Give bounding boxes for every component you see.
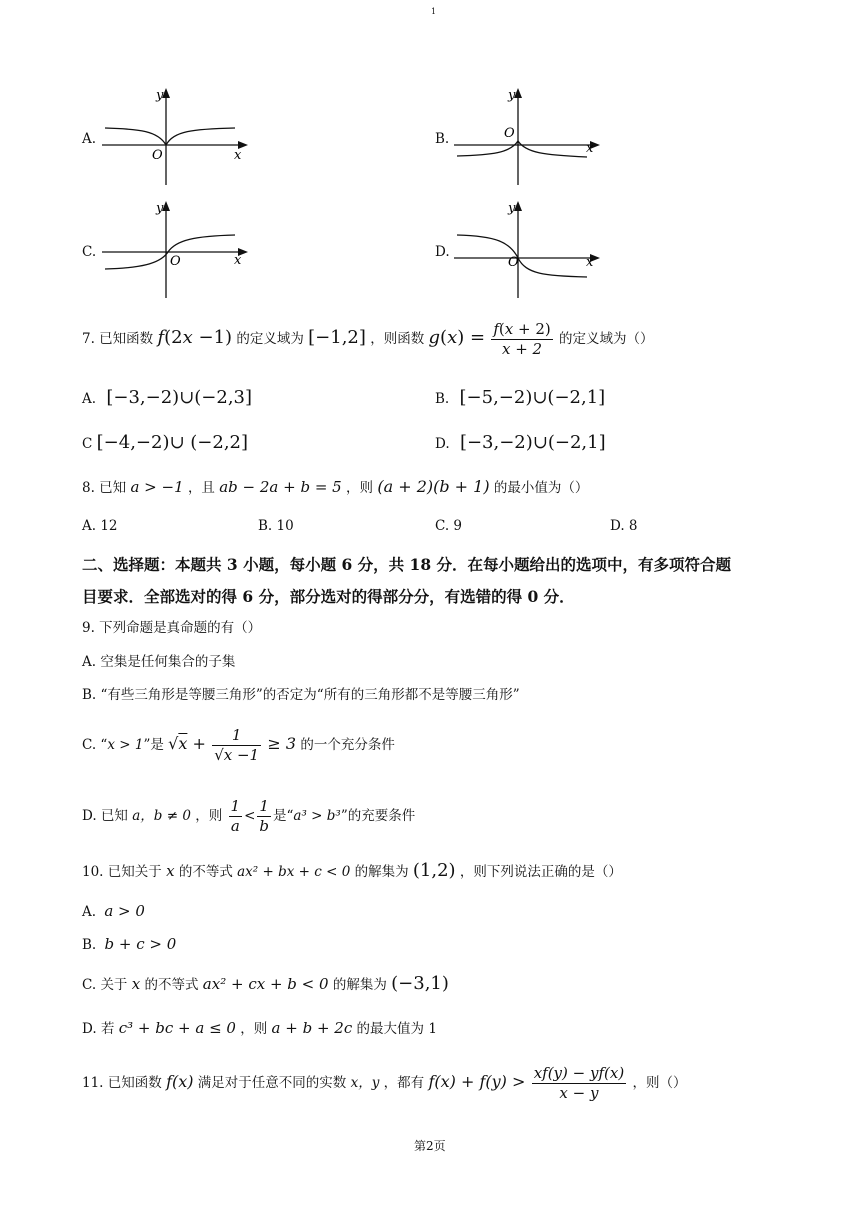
graph-a-y-label: y — [156, 88, 164, 103]
graph-d-y-label: y — [508, 201, 516, 216]
question-9-stem: 9. 下列命题是真命题的有（） — [82, 620, 262, 636]
graph-c — [100, 198, 250, 300]
q9-option-d: D. 已知 a，b ≠ 0 ，则 $\frac{1}{a}$ < $\frac{1}{b}$ 是“a³ > b³”的充要条件 — [82, 797, 416, 835]
graph-d — [452, 198, 602, 300]
question-7-stem: 7. 已知函数 f(2x −1) 的定义域为 [−1,2] ，则函数 g(x) = $\frac{f(x + 2)}{x + 2}$ 的定义域为（） — [82, 320, 654, 358]
q10-option-c: C. 关于 x 的不等式 ax² + cx + b < 0 的解集为 (−3,1) — [82, 973, 449, 994]
q8-option-a: A. 12 — [82, 518, 118, 534]
q10-option-a: A. a > 0 — [82, 902, 145, 920]
q9-option-a: A. 空集是任何集合的子集 — [82, 654, 236, 670]
graph-a-x-label: x — [234, 148, 242, 163]
q8-option-b: B. 10 — [258, 518, 294, 534]
q7-option-a: A. [−3,−2)∪(−2,3] — [82, 387, 253, 408]
q9-option-c: C. “x > 1”是 √x + $\frac{1}{√x -1}$ ≥ 3 的一个充分条件 — [82, 726, 395, 764]
graph-d-x-label: x — [586, 255, 594, 270]
q10-option-b: B. b + c > 0 — [82, 935, 177, 953]
graph-d-origin-label: O — [508, 255, 519, 270]
q8-option-c: C. 9 — [435, 518, 463, 534]
graph-c-label: C. — [82, 244, 97, 260]
question-8-stem: 8. 已知 a > −1 ，且 ab − 2a + b = 5 ，则 (a + 2)(b + 1) 的最小值为（） — [82, 477, 589, 496]
question-11-stem: 11. 已知函数 f(x) 满足对于任意不同的实数 x，y ，都有 f(x) + f(y) > $\frac{xf(y) - yf(x)}{x - y}$ ，则（） — [82, 1064, 687, 1102]
q7-f-expr: f(2x −1) — [157, 326, 233, 348]
page-number: 第2页 — [414, 1139, 446, 1153]
section-2-heading-line1: 二、选择题：本题共 3 小题，每小题 6 分，共 18 分．在每小题给出的选项中，有多项符合题 — [82, 555, 732, 574]
graph-c-x-label: x — [234, 253, 242, 268]
q7-option-d: D. [−3,−2)∪(−2,1] — [435, 432, 606, 453]
graph-b-label: B. — [435, 131, 450, 147]
graph-a-label: A. — [82, 131, 97, 147]
q7-domain: [−1,2] — [308, 326, 366, 348]
q7-fraction: $\frac{f(x + 2)}{x + 2}$ — [493, 320, 551, 358]
q7-option-b: B. [−5,−2)∪(−2,1] — [435, 387, 606, 408]
graph-d-label: D. — [435, 244, 450, 260]
q7-option-c: C [−4,−2)∪ (−2,2] — [82, 432, 249, 453]
q10-option-d: D. 若 c³ + bc + a ≤ 0 ，则 a + b + 2c 的最大值为 1 — [82, 1019, 437, 1037]
graph-b-origin-label: O — [504, 126, 515, 141]
graph-c-origin-label: O — [170, 254, 181, 269]
graph-c-y-label: y — [156, 201, 164, 216]
q8-option-d: D. 8 — [610, 518, 638, 534]
graph-a-origin-label: O — [152, 148, 163, 163]
graph-b-x-label: x — [586, 141, 594, 156]
question-10-stem: 10. 已知关于 x 的不等式 ax² + bx + c < 0 的解集为 (1,2) ，则下列说法正确的是（） — [82, 860, 622, 881]
graph-b-y-label: y — [508, 88, 516, 103]
q7-g-expr: g(x) = — [428, 326, 486, 348]
page-top-mark: 1 — [431, 7, 437, 16]
graph-a — [100, 85, 250, 187]
q9-option-b: B. “有些三角形是等腰三角形”的否定为“所有的三角形都不是等腰三角形” — [82, 687, 520, 703]
graph-b — [452, 85, 602, 187]
section-2-heading-line2: 目要求．全部选对的得 6 分，部分选对的得部分分，有选错的得 0 分． — [82, 587, 575, 606]
